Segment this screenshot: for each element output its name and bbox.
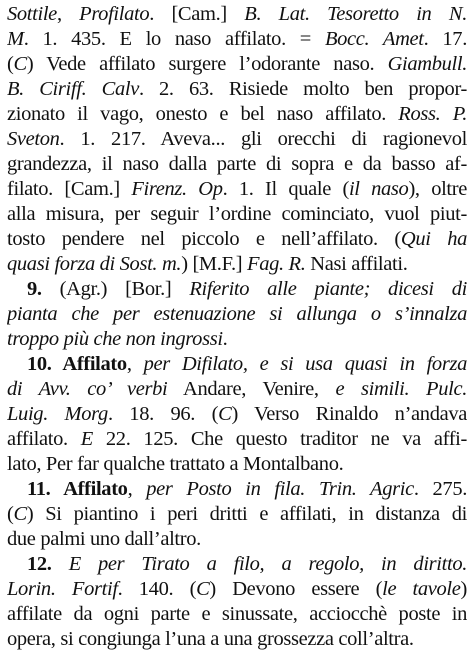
- text-line: 11. Affilato, per Posto in fila. Trin. Agric. 275.: [27, 478, 467, 500]
- text-line: troppo più che non ingrossi.: [7, 328, 228, 350]
- text-line: (C) Vede affilato surgere l’odorante naso. Giambull.: [7, 53, 467, 75]
- entry-block: [7, 277, 467, 352]
- text-line: 9. (Agr.) [Bor.] Riferito alle piante; dicesi di: [27, 278, 467, 300]
- text-line: opera, si congiunga l’una a una grossezza coll’altra.: [7, 628, 414, 650]
- text-line: grandezza, il naso dalla parte di sopra e da basso af-: [7, 153, 467, 175]
- entry-block: [7, 2, 467, 277]
- text-line: Sveton. 1. 217. Aveva... gli orecchi di ragionevol: [7, 128, 467, 150]
- text-line: 10. Affilato, per Difilato, e si usa quasi in forza: [27, 353, 467, 375]
- text-line: quasi forza di Sost. m.) [M.F.] Fag. R. Nasi affilati.: [7, 253, 408, 275]
- text-line: zionato il vago, onesto e bel naso affilato. Ross. P.: [7, 103, 467, 125]
- text-line: di Avv. co’ verbi Andare, Venire, e simili. Pulc.: [7, 378, 467, 400]
- text-line: filato. [Cam.] Firenz. Op. 1. Il quale (il naso), oltre: [7, 178, 467, 200]
- text-line: affilate da ogni parte e sinussate, acciocchè poste in: [7, 603, 467, 625]
- text-line: 12. E per Tirato a filo, a regolo, in diritto.: [27, 553, 467, 575]
- entry-block: [7, 552, 467, 652]
- text-line: Lorin. Fortif. 140. (C) Devono essere (le tavole): [7, 578, 467, 600]
- text-line: tosto pendere nel piccolo e nell’affilato. (Qui ha: [7, 228, 467, 250]
- text-line: Sottile, Profilato. [Cam.] B. Lat. Tesoretto in N.: [7, 3, 467, 25]
- entry-block: [7, 477, 467, 552]
- text-line: lato, Per far qualche trattato a Montalbano.: [7, 453, 344, 475]
- text-line: (C) Si piantino i peri dritti e affilati, in distanza di: [7, 503, 467, 525]
- text-line: due palmi uno dall’altro.: [7, 528, 201, 550]
- text-line: Luig. Morg. 18. 96. (C) Verso Rinaldo n’andava: [7, 403, 467, 425]
- text-line: M. 1. 435. E lo naso affilato. = Bocc. Amet. 17.: [7, 28, 467, 50]
- text-line: pianta che per estenuazione si allunga o s’innalza: [7, 303, 467, 325]
- text-line: B. Ciriff. Calv. 2. 63. Risiede molto ben propor-: [7, 78, 467, 100]
- text-line: affilato. E 22. 125. Che questo traditor ne va affi-: [7, 428, 467, 450]
- text-line: alla misura, per seguir l’ordine cominciato, vuol piut-: [7, 203, 467, 225]
- entry-block: [7, 352, 467, 477]
